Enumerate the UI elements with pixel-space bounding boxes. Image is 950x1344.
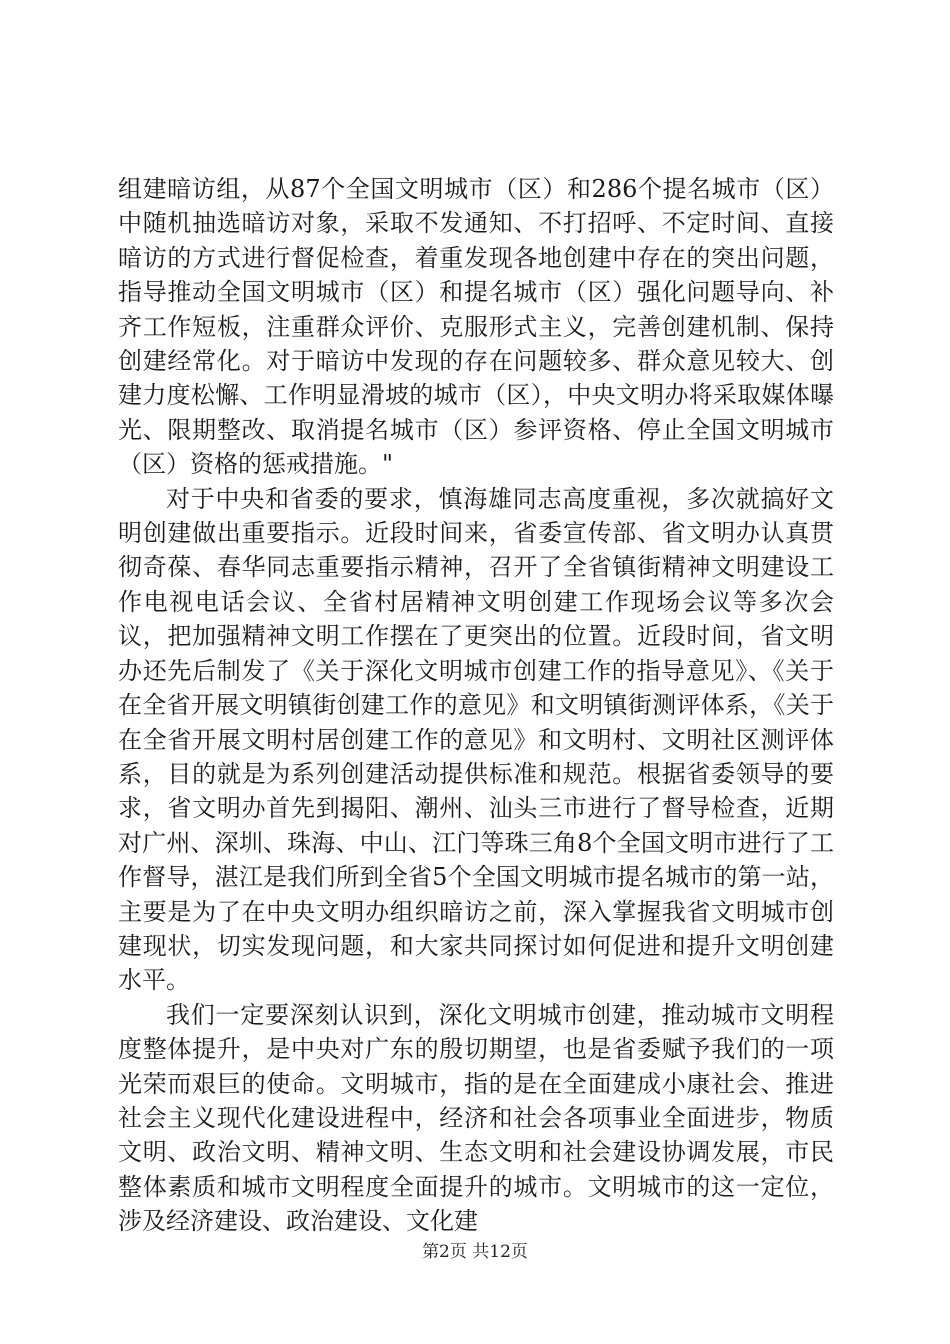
page-number-footer: 第2页 共12页 (422, 1242, 528, 1262)
paragraph-2: 对于中央和省委的要求，慎海雄同志高度重视，多次就搞好文明创建做出重要指示。近段时间来，省委宣传部、省文明办认真贯彻奇葆、春华同志重要指示精神，召开了全省镇街精神文明建设工作电视电话会议、全省村居精神文明创建工作现场会议等多次会议，把加强精神文明工作摆在了更突出的位置。近段时间，省文明办还先后制发了《关于深化文明城市创建工作的指导意见》、《关于在全省开展文明镇街创建工作的意见》和文明镇街测评体系，《关于在全省开展文明村居创建工作的意见》和文明村、文明社区测评体系，目的就是为系列创建活动提供标准和规范。根据省委领导的要求，省文明办首先到揭阳、潮州、汕头三市进行了督导检查，近期对广州、深圳、珠海、中山、江门等珠三角8个全国文明市进行了工作督导，湛江是我们所到全省5个全国文明城市提名城市的第一站，主要是为了在中央文明办组织暗访之前，深入掌握我省文明城市创建现状，切实发现问题，和大家共同探讨如何促进和提升文明创建水平。 (118, 484, 834, 995)
document-body (118, 172, 834, 1239)
paragraph-3: 我们一定要深刻认识到，深化文明城市创建，推动城市文明程度整体提升，是中央对广东的殷切期望，也是省委赋予我们的一项光荣而艰巨的使命。文明城市，指的是在全面建成小康社会、推进社会主义现代化建设进程中，经济和社会各项事业全面进步，物质文明、政治文明、精神文明、生态文明和社会建设协调发展，市民整体素质和城市文明程度全面提升的城市。文明城市的这一定位，涉及经济建设、政治建设、文化建 (118, 1000, 834, 1236)
paragraph-1: 组建暗访组，从87个全国文明城市（区）和286个提名城市（区）中随机抽选暗访对象，采取不发通知、不打招呼、不定时间、直接暗访的方式进行督促检查，着重发现各地创建中存在的突出问题，指导推动全国文明城市（区）和提名城市（区）强化问题导向、补齐工作短板，注重群众评价、克服形式主义，完善创建机制、保持创建经常化。对于暗访中发现的存在问题较多、群众意见较大、创建力度松懈、工作明显滑坡的城市（区），中央文明办将采取媒体曝光、限期整改、取消提名城市（区）参评资格、停止全国文明城市（区）资格的惩戒措施。" (118, 175, 834, 479)
